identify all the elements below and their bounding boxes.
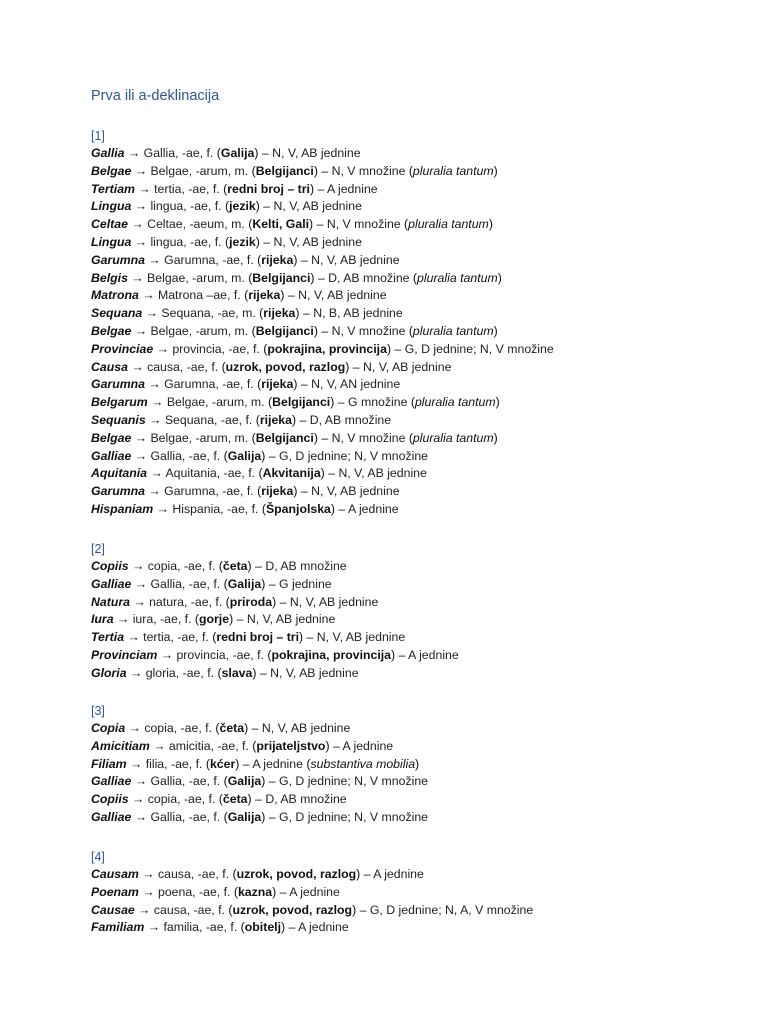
arrow-icon: →: [149, 738, 169, 753]
grammatical-form: A jednine: [408, 647, 459, 662]
dictionary-form: causa, -ae, f.: [153, 902, 225, 917]
dictionary-form: Hispania, -ae, f.: [172, 501, 259, 516]
arrow-icon: →: [127, 359, 148, 374]
latin-word: Belgae: [91, 323, 132, 338]
grammatical-form: N, V, AB jednine: [311, 484, 400, 499]
grammatical-form: G jednine: [279, 576, 332, 591]
arrow-icon: →: [131, 576, 151, 591]
latin-word: Causa: [91, 359, 128, 374]
note: pluralia tantum: [412, 163, 494, 178]
grammatical-form: D, AB množine: [309, 412, 392, 427]
grammatical-form: G, D jednine; N, V množine: [279, 774, 428, 789]
arrow-icon: →: [127, 270, 148, 285]
translation: jezik: [229, 234, 256, 249]
latin-word: Matrona: [91, 288, 139, 303]
grammatical-form: D, AB množine: [328, 270, 410, 285]
latin-word: Poenam: [91, 884, 139, 899]
entry-row: Amicitiam → amicitia, -ae, f. (prijateljstvo) – A jednine: [91, 738, 394, 753]
grammatical-form: N, V, AB jednine: [289, 594, 379, 609]
arrow-icon: →: [128, 792, 148, 807]
arrow-icon: →: [131, 809, 151, 824]
arrow-icon: →: [131, 199, 151, 214]
latin-word: Amicitiam: [91, 738, 150, 753]
section-number: [91, 540, 459, 558]
latin-word: Galliae: [91, 576, 132, 591]
translation: četa: [219, 721, 245, 735]
arrow-icon: →: [138, 867, 158, 881]
grammatical-form: N, V, AB jednine: [273, 199, 362, 214]
translation: rijeka: [261, 484, 294, 499]
translation: rijeka: [248, 288, 281, 303]
translation: četa: [222, 792, 248, 807]
grammatical-form: G, D jednine; N, V množine: [279, 809, 428, 824]
arrow-icon: →: [147, 395, 167, 410]
dictionary-form: Belgae, -arum, m.: [150, 430, 249, 445]
arrow-icon: →: [144, 920, 164, 935]
arrow-icon: →: [145, 377, 165, 392]
dictionary-form: gloria, -ae, f.: [145, 665, 215, 680]
translation: Belgijanci: [255, 163, 314, 178]
dictionary-form: provincia, -ae, f.: [176, 647, 264, 662]
section-label: [2]: [91, 542, 105, 556]
entry-row: Belgis → Belgae, -arum, m. (Belgijanci) – D, AB množine (pluralia tantum): [91, 270, 502, 285]
dictionary-form: Gallia, -ae, f.: [143, 146, 214, 160]
arrow-icon: →: [113, 612, 133, 627]
entry-row: Causae → causa, -ae, f. (uzrok, povod, razlog) – G, D jednine; N, A, V množine: [91, 902, 534, 917]
dictionary-form: causa, -ae, f.: [147, 359, 219, 374]
translation: gorje: [199, 612, 230, 627]
grammatical-form: N, V množine: [326, 217, 401, 232]
latin-word: Hispaniam: [91, 501, 154, 516]
dictionary-form: natura, -ae, f.: [149, 594, 223, 609]
entry-row: Tertiam → tertia, -ae, f. (redni broj – tri) – A jednine: [91, 181, 378, 196]
translation: Kelti, Gali: [252, 217, 310, 232]
latin-word: Belgae: [91, 430, 132, 445]
dictionary-form: Aquitania, -ae, f.: [165, 466, 256, 481]
arrow-icon: →: [127, 217, 148, 232]
entry-row: Provinciae → provincia, -ae, f. (pokrajina, provincija) – G, D jednine; N, V množine: [91, 341, 554, 356]
translation: Španjolska: [265, 501, 331, 516]
translation: Belgijanci: [255, 323, 314, 338]
note: pluralia tantum: [408, 217, 489, 232]
dictionary-form: Gallia, -ae, f.: [150, 809, 221, 824]
section-label: [3]: [91, 704, 105, 718]
latin-word: Natura: [91, 594, 130, 609]
dictionary-form: Gallia, -ae, f.: [150, 448, 221, 463]
section-1: [91, 127, 554, 519]
grammatical-form: N, V, AB jednine: [270, 665, 359, 680]
dictionary-form: lingua, -ae, f.: [150, 234, 222, 249]
arrow-icon: →: [124, 146, 144, 160]
latin-word: Lingua: [91, 234, 132, 249]
arrow-icon: →: [129, 594, 150, 609]
arrow-icon: →: [131, 774, 151, 789]
grammatical-form: A jednine: [289, 884, 340, 899]
dictionary-form: poena, -ae, f.: [157, 884, 231, 899]
latin-word: Copiis: [91, 559, 129, 573]
dictionary-form: Matrona –ae, f.: [157, 288, 241, 303]
grammatical-form: G, D jednine; N, V množine: [404, 341, 554, 356]
latin-word: Garumna: [91, 252, 145, 267]
arrow-icon: →: [131, 163, 151, 178]
entry-row: Celtae → Celtae, -aeum, m. (Kelti, Gali) – N, V množine (pluralia tantum): [91, 217, 493, 232]
entry-row: Matrona → Matrona –ae, f. (rijeka) – N, V, AB jednine: [91, 288, 387, 303]
dictionary-form: filia, -ae, f.: [145, 756, 203, 771]
grammatical-form: A jednine: [252, 756, 303, 771]
entry-row: Gloria → gloria, -ae, f. (slava) – N, V, AB jednine: [91, 665, 359, 680]
entry-row: Copiis → copia, -ae, f. (četa) – D, AB množine: [91, 559, 347, 573]
latin-word: Lingua: [91, 199, 132, 214]
dictionary-form: Garumna, -ae, f.: [164, 377, 254, 392]
dictionary-form: familia, -ae, f.: [163, 920, 238, 935]
arrow-icon: →: [134, 902, 154, 917]
translation: Galija: [227, 774, 262, 789]
entry-row: Garumna → Garumna, -ae, f. (rijeka) – N, V, AN jednine: [91, 377, 401, 392]
entry-row: Copia → copia, -ae, f. (četa) – N, V, AB jednine: [91, 721, 351, 735]
grammatical-form: G množine: [347, 395, 408, 410]
dictionary-form: Gallia, -ae, f.: [150, 774, 221, 789]
latin-word: Sequanis: [91, 412, 146, 427]
latin-word: Familiam: [91, 920, 145, 935]
latin-word: Tertiam: [91, 181, 135, 196]
arrow-icon: →: [142, 306, 162, 321]
translation: rijeka: [259, 412, 292, 427]
latin-word: Provinciam: [91, 647, 158, 662]
arrow-icon: →: [126, 756, 146, 771]
section-number: [91, 702, 428, 720]
translation: pokrajina, provincija: [271, 647, 392, 662]
entry-row: Causa → causa, -ae, f. (uzrok, povod, razlog) – N, V, AB jednine: [91, 359, 452, 374]
dictionary-form: copia, -ae, f.: [147, 559, 216, 573]
latin-word: Copia: [91, 721, 126, 735]
entry-row: Belgae → Belgae, -arum, m. (Belgijanci) – N, V množine (pluralia tantum): [91, 323, 498, 338]
arrow-icon: →: [153, 341, 173, 356]
grammatical-form: N, V množine: [331, 323, 406, 338]
dictionary-form: Belgae, -arum, m.: [147, 270, 245, 285]
translation: kazna: [237, 884, 273, 899]
entry-row: Belgarum → Belgae, -arum, m. (Belgijanci) – G množine (pluralia tantum): [91, 395, 500, 410]
dictionary-form: causa, -ae, f.: [157, 867, 230, 881]
entry-row: Filiam → filia, -ae, f. (kćer) – A jednine (substantiva mobilia): [91, 756, 420, 771]
arrow-icon: →: [145, 412, 165, 427]
grammatical-form: A jednine: [373, 867, 424, 881]
translation: redni broj – tri: [227, 181, 310, 196]
entry-row: Provinciam → provincia, -ae, f. (pokrajina, provincija) – A jednine: [91, 647, 459, 662]
note: pluralia tantum: [414, 395, 496, 410]
dictionary-form: Belgae, -arum, m.: [166, 395, 265, 410]
dictionary-form: Gallia, -ae, f.: [150, 576, 221, 591]
section-number: [91, 848, 533, 866]
latin-word: Copiis: [91, 792, 129, 807]
entry-row: Familiam → familia, -ae, f. (obitelj) – A jednine: [91, 920, 349, 935]
dictionary-form: Belgae, -arum, m.: [150, 163, 249, 178]
arrow-icon: →: [134, 181, 155, 196]
entry-row: Aquitania → Aquitania, -ae, f. (Akvitanija) – N, V, AB jednine: [91, 466, 427, 481]
arrow-icon: →: [126, 665, 146, 680]
arrow-icon: →: [153, 501, 173, 516]
arrow-icon: →: [131, 234, 151, 249]
translation: priroda: [229, 594, 273, 609]
translation: Akvitanija: [262, 466, 321, 481]
entry-row: Copiis → copia, -ae, f. (četa) – D, AB množine: [91, 792, 347, 807]
entry-row: Galliae → Gallia, -ae, f. (Galija) – G, D jednine; N, V množine: [91, 809, 428, 824]
latin-word: Tertia: [91, 630, 125, 645]
grammatical-form: G, D jednine; N, V množine: [279, 448, 428, 463]
latin-word: Celtae: [91, 217, 128, 232]
entry-row: Lingua → lingua, -ae, f. (jezik) – N, V, AB jednine: [91, 199, 362, 214]
grammatical-form: N, V, AB jednine: [338, 466, 427, 481]
dictionary-form: Belgae, -arum, m.: [150, 323, 249, 338]
arrow-icon: →: [124, 630, 144, 645]
entry-row: Gallia → Gallia, -ae, f. (Galija) – N, V, AB jednine: [91, 146, 361, 160]
translation: Galija: [227, 809, 262, 824]
translation: pokrajina, provincija: [267, 341, 387, 356]
translation: uzrok, povod, razlog: [236, 867, 357, 881]
grammatical-form: N, V, AB jednine: [273, 234, 362, 249]
grammatical-form: A jednine: [348, 501, 399, 516]
grammatical-form: D, AB množine: [265, 559, 347, 573]
translation: jezik: [229, 199, 256, 214]
note: pluralia tantum: [412, 323, 494, 338]
entry-row: Tertia → tertia, -ae, f. (redni broj – tri) – N, V, AB jednine: [91, 630, 406, 645]
arrow-icon: →: [128, 559, 148, 573]
entry-row: Sequana → Sequana, -ae, m. (rijeka) – N, B, AB jednine: [91, 306, 403, 321]
latin-word: Belgis: [91, 270, 128, 285]
translation: Galija: [227, 576, 262, 591]
arrow-icon: →: [138, 884, 158, 899]
note: pluralia tantum: [412, 430, 494, 445]
arrow-icon: →: [157, 647, 177, 662]
latin-word: Causam: [91, 867, 139, 881]
dictionary-form: Garumna, -ae, f.: [164, 252, 254, 267]
entry-row: Natura → natura, -ae, f. (priroda) – N, V, AB jednine: [91, 594, 379, 609]
translation: Belgijanci: [272, 395, 331, 410]
dictionary-form: amicitia, -ae, f.: [168, 738, 249, 753]
latin-word: Filiam: [91, 756, 127, 771]
section-number: [91, 127, 554, 145]
translation: rijeka: [261, 252, 294, 267]
grammatical-form: G, D jednine; N, A, V množine: [369, 902, 534, 917]
latin-word: Sequana: [91, 306, 143, 321]
grammatical-form: N, V, AB jednine: [246, 612, 336, 627]
translation: Belgijanci: [255, 430, 314, 445]
translation: rijeka: [263, 306, 296, 321]
entry-row: Poenam → poena, -ae, f. (kazna) – A jednine: [91, 884, 340, 899]
grammatical-form: N, V, AB jednine: [316, 630, 406, 645]
page-title: Prva ili a-deklinacija: [91, 88, 220, 104]
entry-row: Belgae → Belgae, -arum, m. (Belgijanci) – N, V množine (pluralia tantum): [91, 430, 498, 445]
translation: četa: [222, 559, 248, 573]
arrow-icon: →: [131, 323, 151, 338]
grammatical-form: A jednine: [298, 920, 349, 935]
grammatical-form: N, V, AB jednine: [272, 146, 361, 160]
arrow-icon: →: [145, 252, 165, 267]
grammatical-form: N, V množine: [331, 163, 406, 178]
translation: rijeka: [261, 377, 294, 392]
translation: redni broj – tri: [216, 630, 299, 645]
entry-row: Sequanis → Sequana, -ae, f. (rijeka) – D, AB množine: [91, 412, 392, 427]
grammatical-form: N, V, AB jednine: [298, 288, 387, 303]
dictionary-form: lingua, -ae, f.: [150, 199, 222, 214]
section-label: [4]: [91, 850, 105, 864]
grammatical-form: A jednine: [342, 738, 394, 753]
latin-word: Galliae: [91, 809, 132, 824]
dictionary-form: copia, -ae, f.: [147, 792, 216, 807]
translation: kćer: [209, 756, 236, 771]
grammatical-form: N, V, AN jednine: [311, 377, 401, 392]
translation: Galija: [220, 146, 255, 160]
entry-row: Garumna → Garumna, -ae, f. (rijeka) – N, V, AB jednine: [91, 484, 400, 499]
latin-word: Garumna: [91, 377, 145, 392]
latin-word: Garumna: [91, 484, 145, 499]
note: pluralia tantum: [417, 270, 498, 285]
translation: obitelj: [244, 920, 281, 935]
arrow-icon: →: [145, 484, 165, 499]
grammatical-form: D, AB množine: [265, 792, 347, 807]
dictionary-form: tertia, -ae, f.: [143, 630, 209, 645]
translation: uzrok, povod, razlog: [232, 902, 353, 917]
section-2: [91, 540, 459, 683]
dictionary-form: iura, -ae, f.: [132, 612, 192, 627]
arrow-icon: →: [131, 448, 151, 463]
section-label: [1]: [91, 129, 105, 143]
latin-word: Belgae: [91, 163, 132, 178]
entry-row: Lingua → lingua, -ae, f. (jezik) – N, V, AB jednine: [91, 234, 362, 249]
entry-row: Galliae → Gallia, -ae, f. (Galija) – G jednine: [91, 576, 332, 591]
latin-word: Provinciae: [91, 341, 154, 356]
section-4: [91, 848, 533, 937]
dictionary-form: Sequana, -ae, f.: [164, 412, 253, 427]
translation: slava: [221, 665, 253, 680]
entry-row: Garumna → Garumna, -ae, f. (rijeka) – N, V, AB jednine: [91, 252, 400, 267]
dictionary-form: tertia, -ae, f.: [154, 181, 220, 196]
latin-word: Gallia: [91, 146, 125, 160]
latin-word: Galliae: [91, 774, 132, 789]
latin-word: Iura: [91, 612, 114, 627]
note: substantiva mobilia: [310, 756, 416, 771]
grammatical-form: N, V, AB jednine: [311, 252, 400, 267]
entry-row: Hispaniam → Hispania, -ae, f. (Španjolska) – A jednine: [91, 501, 399, 516]
arrow-icon: →: [131, 430, 151, 445]
dictionary-form: Garumna, -ae, f.: [164, 484, 254, 499]
grammatical-form: A jednine: [327, 181, 378, 196]
latin-word: Galliae: [91, 448, 132, 463]
grammatical-form: N, B, AB jednine: [313, 306, 403, 321]
arrow-icon: →: [125, 721, 145, 735]
latin-word: Belgarum: [91, 395, 148, 410]
translation: prijateljstvo: [256, 738, 326, 753]
dictionary-form: copia, -ae, f.: [144, 721, 212, 735]
grammatical-form: N, V množine: [331, 430, 406, 445]
grammatical-form: N, V, AB jednine: [363, 359, 452, 374]
dictionary-form: Sequana, -ae, m.: [161, 306, 256, 321]
grammatical-form: N, V, AB jednine: [261, 721, 351, 735]
arrow-icon: →: [147, 466, 166, 481]
latin-word: Causae: [91, 902, 135, 917]
translation: uzrok, povod, razlog: [225, 359, 346, 374]
dictionary-form: Celtae, -aeum, m.: [147, 217, 245, 232]
entry-row: Galliae → Gallia, -ae, f. (Galija) – G, D jednine; N, V množine: [91, 774, 428, 789]
translation: Galija: [227, 448, 262, 463]
dictionary-form: provincia, -ae, f.: [172, 341, 260, 356]
entry-row: Belgae → Belgae, -arum, m. (Belgijanci) – N, V množine (pluralia tantum): [91, 163, 498, 178]
arrow-icon: →: [138, 288, 158, 303]
entry-row: Galliae → Gallia, -ae, f. (Galija) – G, D jednine; N, V množine: [91, 448, 428, 463]
latin-word: Aquitania: [91, 466, 148, 481]
entry-row: Iura → iura, -ae, f. (gorje) – N, V, AB jednine: [91, 612, 336, 627]
entry-row: Causam → causa, -ae, f. (uzrok, povod, razlog) – A jednine: [91, 867, 424, 881]
latin-word: Gloria: [91, 665, 127, 680]
section-3: [91, 702, 428, 827]
translation: Belgijanci: [252, 270, 311, 285]
